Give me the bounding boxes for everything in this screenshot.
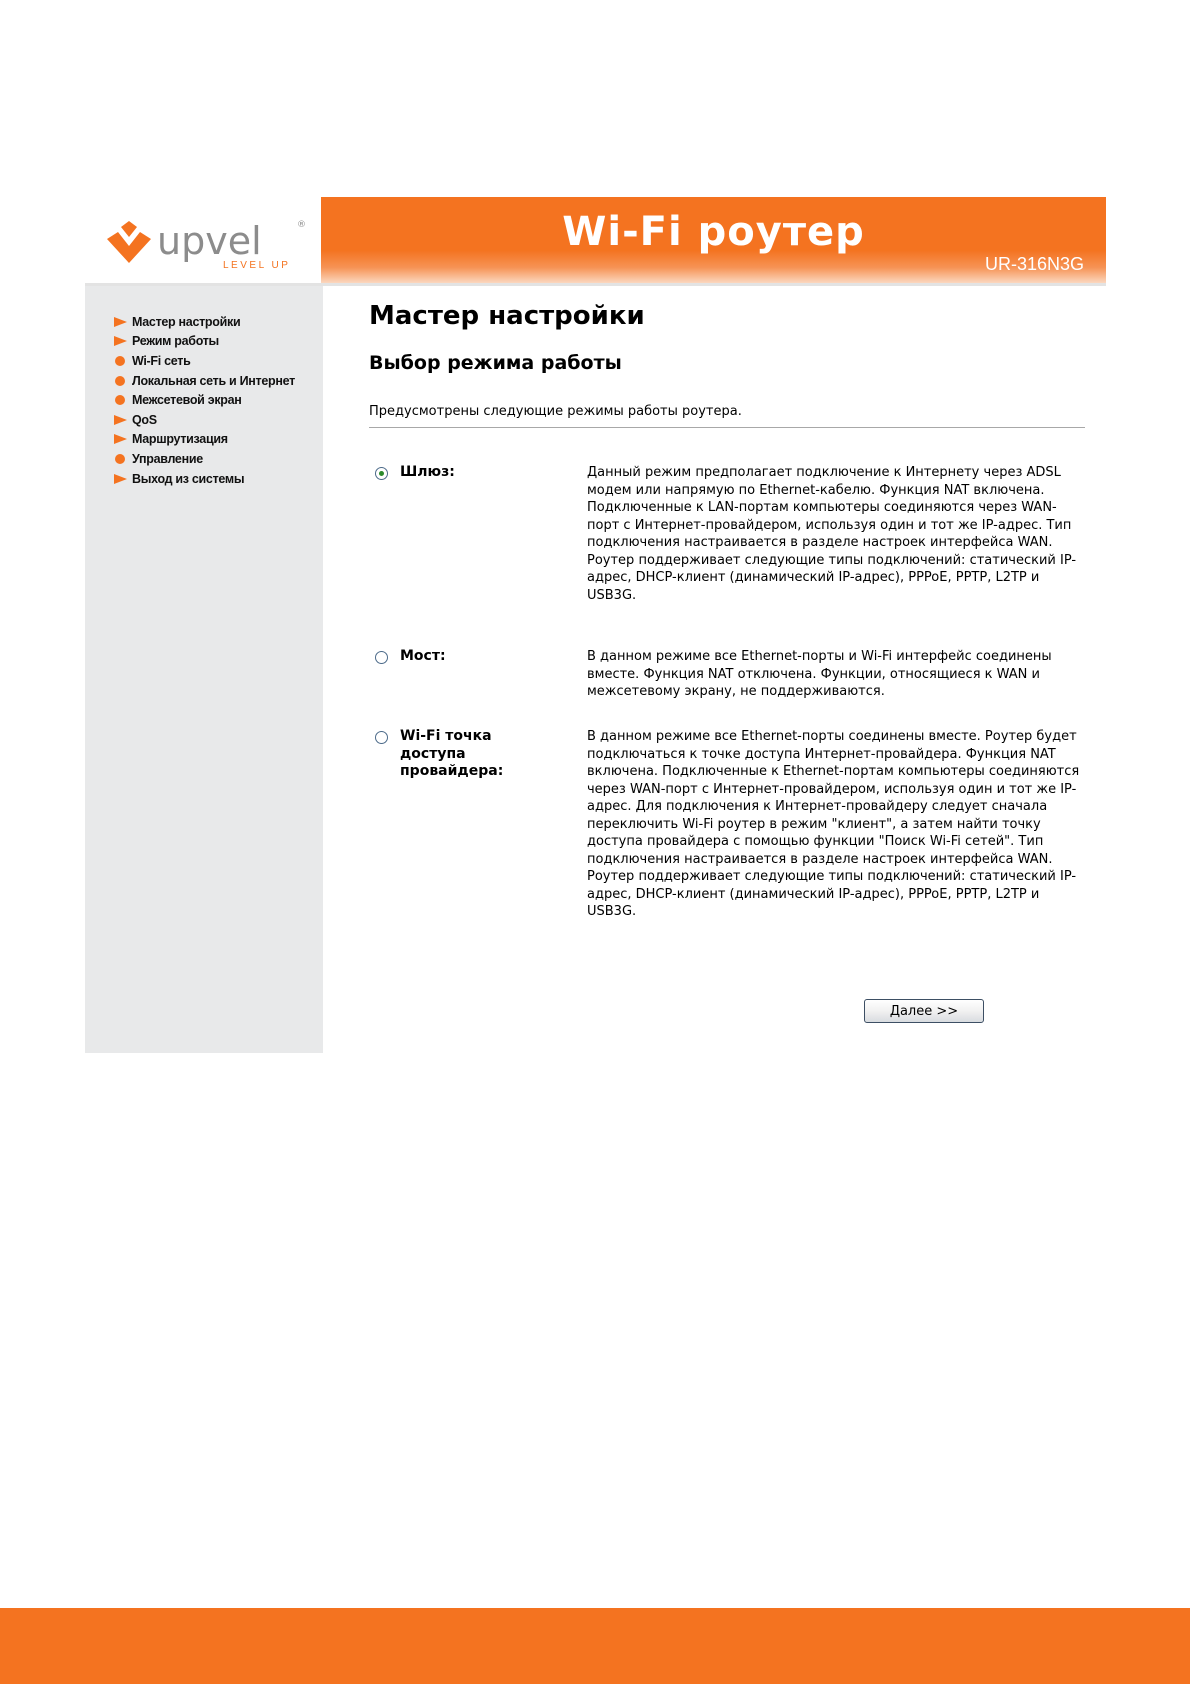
header-title: Wi-Fi роутер	[562, 209, 865, 255]
sidebar-item-wizard[interactable]	[114, 312, 295, 332]
sidebar-item-label: Режим работы	[132, 334, 219, 349]
gateway-label[interactable]: Шлюз:	[400, 464, 455, 480]
sidebar-item-label: Межсетевой экран	[132, 393, 242, 408]
sidebar-item-label: Локальная сеть и Интернет	[132, 373, 295, 388]
sidebar-item-label: Мастер настройки	[132, 314, 241, 329]
sidebar-item-qos[interactable]	[114, 410, 295, 430]
sidebar-item-operation-mode[interactable]	[114, 332, 295, 352]
sidebar-item-management[interactable]	[114, 449, 295, 469]
arrow-icon	[114, 316, 130, 328]
footer-bar	[0, 1608, 1190, 1684]
sidebar-item-logout[interactable]	[114, 469, 295, 489]
arrow-icon	[114, 473, 130, 485]
next-button[interactable]: Далее >>	[864, 999, 984, 1023]
gateway-radio[interactable]	[375, 467, 388, 480]
sidebar-item-label: Управление	[132, 451, 203, 466]
wifi-isp-radio[interactable]	[375, 731, 388, 744]
dot-icon	[114, 375, 130, 387]
header-banner	[321, 197, 1106, 283]
wifi-isp-description: В данном режиме все Ethernet-порты соединены вместе. Роутер будет подключаться к точке доступа Интернет-провайдера. Функция NAT включена. Подключенные к Ethernet-портам компьютеры соединяются через WAN-порт с Интернет-провайдером, используя один и тот же IP-адрес. Для подключения к Интернет-провайдеру следует сначала переключить Wi-Fi роутер в режим "клиент", а затем найти точку доступа провайдера с помощью функции "Поиск Wi-Fi сетей". Тип подключения настраивается в разделе настроек интерфейса WAN. Роутер поддерживает следующие типы подключений: статический IP-адрес, DHCP-клиент (динамический IP-адрес), PPPoE, PPTP, L2TP и USB3G.	[587, 729, 1080, 919]
bridge-label[interactable]: Мост:	[400, 648, 446, 664]
wifi-isp-label[interactable]: Wi-Fi точка доступа провайдера:	[400, 728, 504, 779]
sidebar-item-routing[interactable]	[114, 430, 295, 450]
arrow-icon	[114, 433, 130, 445]
bridge-radio[interactable]	[375, 651, 388, 664]
sidebar-item-firewall[interactable]	[114, 390, 295, 410]
logo	[85, 197, 321, 283]
bridge-description: В данном режиме все Ethernet-порты и Wi-Fi интерфейс соединены вместе. Функция NAT отключена. Функции, относящиеся к WAN и межсетевому экрану, не поддерживаются.	[587, 649, 1052, 699]
router-web-interface	[85, 197, 1106, 1053]
intro-text: Предусмотрены следующие режимы работы роутера.	[369, 404, 742, 419]
logo-wordmark: upvel	[157, 219, 262, 263]
sidebar-item-label: Маршрутизация	[132, 432, 228, 447]
logo-tagline: LEVEL UP	[223, 260, 291, 271]
arrow-icon	[114, 335, 130, 347]
page-title: Мастер настройки	[369, 301, 645, 331]
sidebar-item-lan-internet[interactable]	[114, 371, 295, 391]
model-name: UR-316N3G	[984, 254, 1084, 274]
sidebar-item-label: Выход из системы	[132, 471, 245, 486]
upvel-logo-icon	[105, 215, 305, 271]
sidebar	[85, 286, 323, 1053]
sidebar-item-label: QoS	[132, 412, 157, 427]
arrow-icon	[114, 414, 130, 426]
gateway-description: Данный режим предполагает подключение к Интернету через ADSL модем или напрямую по Ethernet-кабелю. Функция NAT включена. Подключенные к LAN-портам компьютеры соединяются через WAN-порт с Интернет-провайдером, используя один и тот же IP-адрес. Тип подключения настраивается в разделе настроек интерфейса WAN. Роутер поддерживает следующие типы подключений: статический IP-адрес, DHCP-клиент (динамический IP-адрес), PPPoE, PPTP, L2TP и USB3G.	[587, 465, 1077, 603]
sidebar-menu	[114, 312, 295, 488]
sidebar-item-label: Wi-Fi сеть	[132, 353, 191, 368]
svg-text:®: ®	[297, 220, 306, 230]
divider	[369, 427, 1085, 428]
sidebar-item-wifi[interactable]	[114, 351, 295, 371]
dot-icon	[114, 394, 130, 406]
dot-icon	[114, 355, 130, 367]
section-title: Выбор режима работы	[369, 352, 622, 374]
dot-icon	[114, 453, 130, 465]
